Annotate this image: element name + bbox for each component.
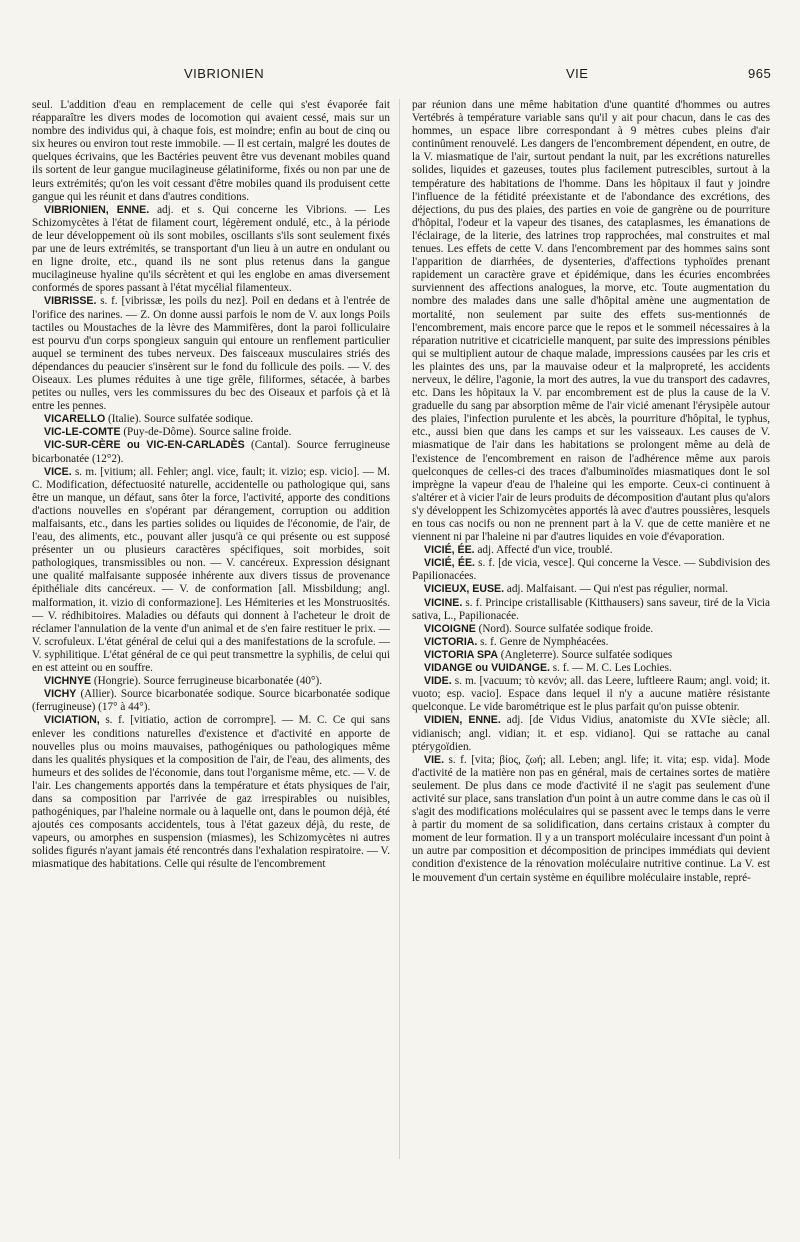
- left-entry: [32, 466, 390, 676]
- entry-headword: VICOIGNE: [424, 622, 476, 635]
- entry-text: par réunion dans une même habitation d'une quantité d'hommes ou autres Vertébrés à température variable sans qu'il y ait pour chacun, dans le cas des hommes, un espace libre correspondant à 9 mètres cubes pleins d'air continûment renouvelé. Les dangers de l'encombrement dépendent, en outre, de la V. miasmatique de l'air, surtout pendant la nuit, par les excrétions naturelles solides, liquides et gazeuses, toutes plus facilement putrescibles, surtout à la température des habitations de l'homme. Dans les hôpitaux il faut y joindre l'influence de la fétidité préexistante et de l'abondance des excrétions, des déjections, du pus des plaies, des parties en voie de gangrène ou de pourriture d'hôpital, l'odeur et la vapeur des tisanes, des cataplasmes, les émanations de l'éclairage, de la literie, des latrines trop rapprochées, mal construites et mal tenues. Les effets de cette V. dans l'encombrement par des hommes sains sont l'apparition de diarrhées, de dysenteries, d'affections typhoïdes prenant rapidement un caractère grave et épidémique, dans les écuries encombrées surviennent des affections analogues, la morve, etc. Toute augmentation du nombre des malades dans une salle d'hôpital amène une augmentation de mortalité, non seulement par suite des effets sus-mentionnés de l'encombrement, mais encore parce que le repos et le sommeil nécessaires à la réparation nutritive et cicatricielle manquent, par suite des impressions pénibles qui se multiplient autour de chaque malade, impressions causées par les cris et les plaintes des uns, par la mauvaise odeur et la malpropreté, les accidents nerveux, le délire, l'agonie, la mort des autres, la vue du transport des cadavres, etc. Dans les hôpitaux la V. par encombrement est de plus la cause de la V. graduelle du sang par absorption même de l'air vicié amenant l'érysipèle autour des plaies, l'infection purulente et les abcès, la pourriture d'hôpital, le typhus, etc., aussi bien que dans les camps et sur les vaisseaux. Les causes de V. miasmatique de l'air dans les habitations se prolongent même au delà de l'existence de l'encombrement en raison de l'adhérence même aux parois quelconques de celles-ci des traces d'albuminoïdes miasmatiques dont le sol imprègne la vapeur d'eau de l'haleine qui les emporte. Ceux-ci continuent à s'altérer et à vicier l'air de leurs produits de décomposition d'autant plus qu'alors s'y développent les Schizomycètes apportés là avec d'autres poussières, lesquels en tous cas nocifs ou non ne prennent part à la V. que de cette manière et ne viennent ni par l'haleine ni par d'autres liquides en voie d'évaporation.: [412, 99, 770, 544]
- header-left-word: VIBRIONIEN: [184, 66, 265, 81]
- entry-headword: VIC-LE-COMTE: [44, 426, 121, 439]
- column-divider: [399, 99, 400, 1159]
- entry-headword: VIDANGE ou VUIDANGE.: [424, 662, 550, 675]
- entry-headword: VIBRIONIEN, ENNE.: [44, 203, 150, 216]
- right-entry: [412, 557, 770, 583]
- entry-headword: VICHNYE: [44, 675, 92, 688]
- entry-text: s. f. — M. C. Les Lochies.: [552, 662, 672, 675]
- entry-text: adj. Affecté d'un vice, troublé.: [477, 544, 613, 557]
- left-entry: [32, 426, 390, 439]
- entry-headword: VIDIEN, ENNE.: [424, 714, 501, 727]
- entry-headword: VICINE.: [424, 596, 463, 609]
- page-number: 965: [748, 66, 772, 81]
- entry-text: (Angleterre). Source sulfatée sodiques: [500, 648, 673, 661]
- right-entry: [412, 583, 770, 596]
- entry-text: s. m. [vitium; all. Fehler; angl. vice, fault; it. vizio; esp. vicio]. — M. C. Modification, défectuosité naturelle, accidentelle ou pathologique qui, sans être un manque, un défaut, sans ôter la force, l'activité, apporte des conditions d'actions nouvelles en s'opérant par dérangement, corruption ou addition malfaisants, etc., dans les parties solides ou liquides de l'économie, de l'air, de l'eau, des aliments, etc., pouvant aller jusqu'à ce qui présente ou est supposé présenter un ou plusieurs caractères spécifiques, soit morbides, soit pathologiques, transmissibles ou non. — V. cancéreux. Expression désignant une qualité malfaisante supposée inhérente aux divers tissus de provenance épithéliale dits cancéreux. — V. de conformation [all. Missbildung; angl. malformation, it. vizio di conformazione]. Les Hémiteries et les Monstruosités. — V. rédhibitoires. Maladies ou défauts qui donnent à l'acheteur le droit de réclamer l'annulation de la vente d'un animal et de s'en faire restituer le prix. — V. scrofuleux. L'état général de celui qui a des manifestations de la scrofule. — V. syphilitique. L'état général de ce qui peut transmettre la syphilis, de celui qui en est atteint ou en souffre.: [32, 465, 390, 675]
- entry-headword: VICIÉ, ÉE.: [424, 557, 475, 570]
- left-entry: [32, 439, 390, 465]
- right-entry: [412, 714, 770, 753]
- right-entry: [412, 754, 770, 885]
- entry-headword: VICTORIA.: [424, 635, 478, 648]
- entry-headword: VICIÉ, ÉE.: [424, 544, 475, 557]
- entry-headword: VIDE.: [424, 675, 452, 688]
- entry-text: s. f. Principe cristallisable (Kitthausers) sans saveur, tiré de la Vicia sativa, L., Papilionacée.: [412, 596, 770, 622]
- entry-text: (Allier). Source bicarbonatée sodique. Source bicarbonatée sodique (ferrugineuse) (17° à 44°).: [32, 688, 390, 714]
- entry-text: s. f. [vibrissæ, les poils du nez]. Poil en dedans et à l'entrée de l'orifice des narines. — Z. On donne aussi parfois le nom de V. aux longs Poils tactiles ou Moustaches de la lèvre des Mammifères, dont la paroi folliculaire est pourvu d'un corps spongieux sanguin qui entoure un renflement particulier auquel se terminent des tubes nerveux. Des faisceaux musculaires striés des dépendances du peaucier s'insèrent sur le fond du follicule des poils. — V. des Oiseaux. Les plumes réduites à une tige grêle, filiformes, sétacée, à barbes petites ou nulles, vers les commissures du bec des Oiseaux et parfois çà et là entre les pennes.: [32, 295, 390, 413]
- right-column: [412, 99, 770, 1169]
- entry-headword: VICIEUX, EUSE.: [424, 583, 505, 596]
- right-entry: [412, 662, 770, 675]
- right-entry: [412, 675, 770, 714]
- entry-headword: VICE.: [44, 465, 72, 478]
- left-entry: [32, 714, 390, 871]
- entry-text: s. f. [de vicia, vesce]. Qui concerne la Vesce. — Subdivision des Papilionacées.: [412, 557, 770, 583]
- right-entry: [412, 99, 770, 544]
- entry-headword: VICTORIA SPA: [424, 648, 498, 661]
- left-column: [32, 99, 390, 1169]
- entry-text: s. f. [vitiatio, action de corrompre]. — M. C. Ce qui sans enlever les conditions naturelles d'existence et d'activité en apporte de nouvelles plus ou moins mauvaises, pathogéniques ou pathologiques même dans les qualités physiques et la composition de l'air, de l'eau, des aliments, des humeurs et des solides de l'économie, dans tout l'organisme même, etc. — V. de l'air. Les changements apportés dans la température et états physiques de l'air, dans sa composition par l'arrivée de gaz irrespirables ou nuisibles, pathogéniques, par l'haleine normale ou à laquelle ont, dans le poumon déjà, été ajoutés ces composants accidentels, tous à l'état gazeux déjà, du reste, de vapeurs, ou amorphes en suspension (miasmes), les Schizomycètes ni autres solides figurés n'ayant jamais été rencontrés dans l'exhalation respiratoire. — V. miasmatique des habitations. Celle qui résulte de l'encombrement: [32, 714, 390, 871]
- entry-text: adj. Malfaisant. — Qui n'est pas régulier, normal.: [506, 583, 729, 596]
- right-entry: [412, 597, 770, 623]
- entry-text: (Italie). Source sulfatée sodique.: [108, 413, 254, 426]
- entry-headword: VICIATION,: [44, 714, 100, 727]
- entry-text: seul. L'addition d'eau en remplacement de celle qui s'est évaporée fait réapparaître les divers modes de locomotion qui avaient cessé, mais sur un nombre des individus qui, à chaque fois, est moindre; enfin au bout de cinq ou six heures ou environ tout reste immobile. — Il est certain, malgré les doutes de quelques écrivains, que les Bactéries peuvent être vus devenant mobiles quand ils sortent de leur gangue mucilagineuse gélatiniforme, fixés ou non par une de leurs extrémités; qu'on les voit cessant d'être mobiles quand ils produisent cette gangue qui les réunit et dans d'autres conditions.: [32, 99, 390, 203]
- entry-text: adj. et s. Qui concerne les Vibrions. — Les Schizomycètes à l'état de filament court, légèrement ondulé, etc., à la période de leur développement où ils sont mobiles, oscillants s'ils sont seulement fixés par une de leurs extrémités, se transportant d'un lieu à un autre en ondulant ou en ligne droite, etc., quand ils ne sont plus retenus dans la gangue mucilagineuse hyaline qu'ils sécrètent et qui les englobe en amas diversement conformés de spores passant à l'état mycélial filamenteux.: [32, 203, 390, 295]
- header-center-word: VIE: [566, 66, 589, 81]
- entry-text: (Nord). Source sulfatée sodique froide.: [478, 622, 654, 635]
- entry-text: s. f. [vita; βίος, ζωή; all. Leben; angl. life; it. vita; esp. vida]. Mode d'activité de la matière non pas en général, mais de certaines sortes de matière seulement. De plus dans ce mode d'activité il ne s'agit pas seulement d'une activité sur place, sans translation d'un point à un autre comme dans le cas où il s'agit des modifications moléculaires qui se passent avec le temps dans le verre à partir du moment de sa solidification, dans certains cristaux à compter du moment de leur formation. Il y a un transport moléculaire incessant d'un point à un autre par composition et décomposition de principes immédiats qui devient condition d'existence de la rénovation moléculaire nutritive continue. La V. est le mouvement d'un certain système en équilibre moléculaire instable, repré-: [412, 753, 770, 884]
- left-entry: [32, 675, 390, 688]
- running-header: [0, 66, 800, 88]
- entry-headword: VIBRISSE.: [44, 295, 97, 308]
- entry-headword: VIE.: [424, 753, 445, 766]
- right-entry: [412, 636, 770, 649]
- left-entry: [32, 204, 390, 296]
- right-entry: [412, 544, 770, 557]
- entry-headword: VIC-SUR-CÈRE ou VIC-EN-CARLADÈS: [44, 439, 245, 452]
- right-entry: [412, 649, 770, 662]
- entry-text: (Puy-de-Dôme). Source saline froide.: [123, 426, 292, 439]
- entry-headword: VICHY: [44, 688, 77, 701]
- entry-text: (Cantal). Source ferrugineuse bicarbonatée (12°2).: [32, 439, 390, 465]
- entry-text: s. f. Genre de Nymphéacées.: [480, 635, 609, 648]
- left-entry: [32, 295, 390, 413]
- entry-headword: VICARELLO: [44, 413, 106, 426]
- entry-text: s. m. [vacuum; τὸ κενόν; all. das Leere, luftleere Raum; angl. void; it. vuoto; esp. vacio]. Espace dans lequel il n'y a aucune matière résistante quelconque. Le vide barométrique est le plus parfait qu'on puisse obtenir.: [412, 675, 770, 714]
- left-entry: [32, 688, 390, 714]
- entry-text: (Hongrie). Source ferrugineuse bicarbonatée (40°).: [93, 675, 323, 688]
- right-entry: [412, 623, 770, 636]
- left-entry: [32, 99, 390, 204]
- left-entry: [32, 413, 390, 426]
- entry-text: adj. [de Vidus Vidius, anatomiste du XVIe siècle; all. vidianisch; angl. vidian; it. et esp. vidiano]. Qui se rattache au canal ptérygoïdien.: [412, 714, 770, 753]
